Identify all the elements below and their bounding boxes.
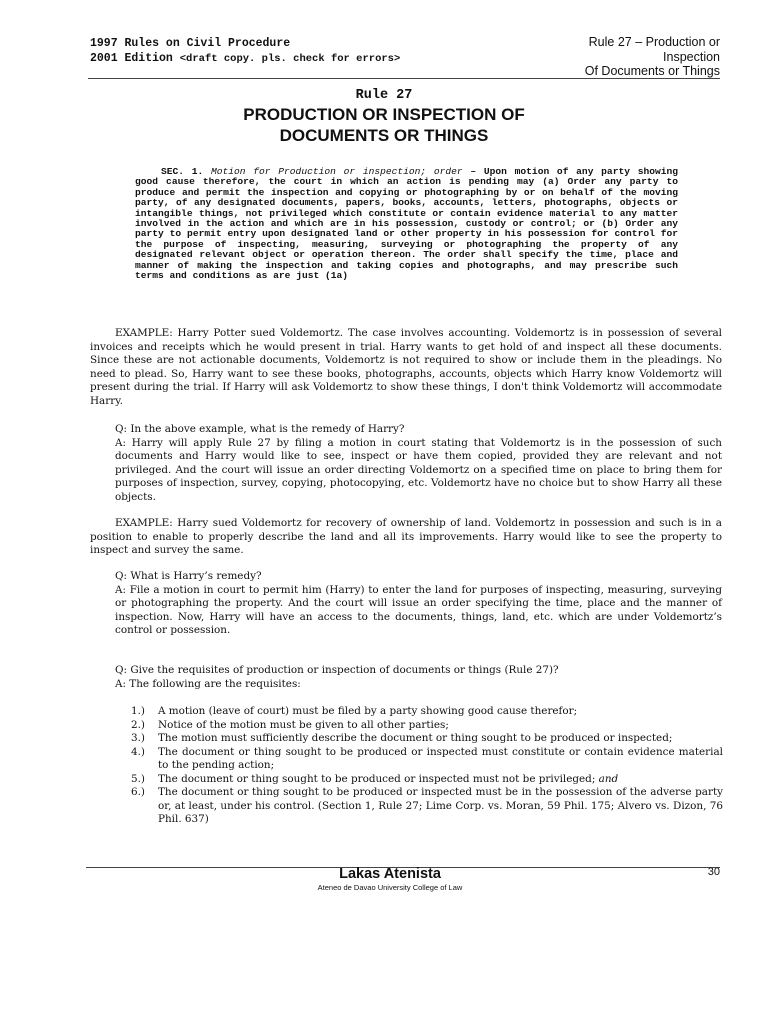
list-item-text: Notice of the motion must be given to all other parties; — [158, 718, 449, 731]
example-paragraph-2: EXAMPLE: Harry sued Voldemortz for recovery of ownership of land. Voldemortz in possession and such is in a position to enable to properly describe the land and all its improvements. Harry would like to see the property to inspect and survey the same. — [90, 517, 722, 556]
list-item-text: The motion must sufficiently describe the document or thing sought to be produced or inspected; — [158, 732, 673, 744]
list-item-text: A motion (leave of court) must be filed by a party showing good cause therefor; — [158, 705, 578, 717]
section-dash: – — [462, 166, 484, 177]
running-header-right — [585, 35, 720, 79]
list-item — [131, 732, 723, 746]
question-1: Q: In the above example, what is the remedy of Harry? — [115, 423, 405, 435]
question-2: Q: What is Harry’s remedy? — [115, 570, 262, 582]
list-item-number: 5.) — [131, 772, 145, 785]
list-item — [131, 719, 723, 733]
header-edition-line — [90, 51, 400, 67]
qa-block-2 — [90, 570, 722, 638]
header-book-title: 1997 Rules on Civil Procedure — [90, 37, 291, 50]
answer-1: A: Harry will apply Rule 27 by filing a motion in court stating that Voldemortz is in the possession of such documents and Harry would like to see, inspect or have them copied, provided they are relevant and not privileged. And the court will issue an order directing Voldemortz on a specified time on place to bring them for purposes of inspection, survey, copying, photocopying, etc. Voldemortz have no choice but to show Harry all these objects. — [115, 436, 722, 503]
header-divider — [88, 78, 720, 79]
section-title: Motion for Production or inspection; order — [211, 166, 463, 177]
running-header-left — [90, 36, 400, 67]
rule-number: Rule 27 — [355, 88, 413, 103]
footer-subtitle: Ateneo de Davao University College of Law — [317, 883, 463, 892]
list-item-text: The document or thing sought to be produced or inspected must be in the possession of the adverse party or, at least, under his control. (Section 1, Rule 27; Lime Corp. vs. Moran, 59 Phil. 175; Alvero vs. Dizon, 76 Phil. 637) — [158, 786, 723, 825]
rule-title-line1: PRODUCTION OR INSPECTION OF — [243, 105, 525, 124]
section-1-text — [135, 167, 678, 281]
section-body: Upon motion of any party showing good cause therefore, the court in which an action is pending may (a) Order any party to produce and permit the inspection and copying or photographing by or on behalf of the moving party, of any designated documents, papers, books, accounts, letters, photographs, objects or intangible things, not privileged which constitute or contain evidence material to any matter involved in the action and which are in his possession, custody or control; or (b) Order any party to permit entry upon designated land or other property in his possession for control for the purpose of inspecting, measuring, surveying or photographing the property of any designated relevant object or operation thereon. The order shall specify the time, place and manner of making the inspection and taking copies and photographs, and may prescribe such terms and conditions as are just (1a) — [135, 166, 678, 282]
page-number: 30 — [707, 866, 720, 878]
list-item-number: 1.) — [131, 705, 145, 717]
answer-3: A: The following are the requisites: — [115, 677, 301, 690]
list-item-number: 6.) — [131, 786, 145, 798]
list-item-text: The document or thing sought to be produced or inspected must constitute or contain evidence material to the pending action; — [158, 745, 723, 771]
footer-title: Lakas Atenista — [339, 866, 441, 882]
list-item — [131, 705, 723, 719]
answer-2: A: File a motion in court to permit him (Harry) to enter the land for purposes of inspecting, measuring, surveying or photographing the property. And the court will issue an order specifying the time, place and the manner of inspection. Now, Harry will have an access to the documents, things, land, etc. which are under Voldemortz’s control or possession. — [115, 583, 722, 636]
list-item-number: 3.) — [131, 732, 145, 744]
qa-block-1 — [90, 423, 722, 504]
rule-title — [0, 104, 768, 146]
rule-title-line2: DOCUMENTS OR THINGS — [279, 126, 489, 145]
list-item-suffix: and — [595, 772, 619, 785]
header-edition: 2001 Edition — [90, 52, 173, 65]
requisites-list — [131, 705, 723, 827]
example-paragraph-1: EXAMPLE: Harry Potter sued Voldemortz. The case involves accounting. Voldemortz is in possession of several invoices and receipts which he would present in trial. Harry wants to get hold of and inspect all these documents. Since these are not actionable documents, Voldemortz is not required to show or include them in the pleadings. No need to plead. So, Harry want to see these books, photographs, accounts, objects which Harry know Voldemortz will present during the trial. If Harry will ask Voldemortz to show these things, I don't think Voldemortz will accommodate Harry. — [90, 327, 722, 407]
list-item — [131, 746, 723, 773]
qa-block-3 — [90, 664, 722, 691]
header-rule-line1: Rule 27 – Production or — [588, 35, 720, 49]
header-draft-note: <draft copy. pls. check for errors> — [179, 53, 401, 65]
section-label: SEC. 1. — [161, 166, 204, 177]
question-3: Q: Give the requisites of production or inspection of documents or things (Rule 27)? — [115, 664, 559, 676]
list-item-number: 4.) — [131, 745, 145, 758]
list-item — [131, 786, 723, 827]
list-item-number: 2.) — [131, 718, 145, 731]
header-rule-line2: Inspection — [663, 49, 720, 64]
list-item-text: The document or thing sought to be produced or inspected must not be privileged; — [158, 772, 596, 785]
list-item — [131, 773, 723, 787]
header-rule-line3: Of Documents or Things — [584, 64, 720, 78]
